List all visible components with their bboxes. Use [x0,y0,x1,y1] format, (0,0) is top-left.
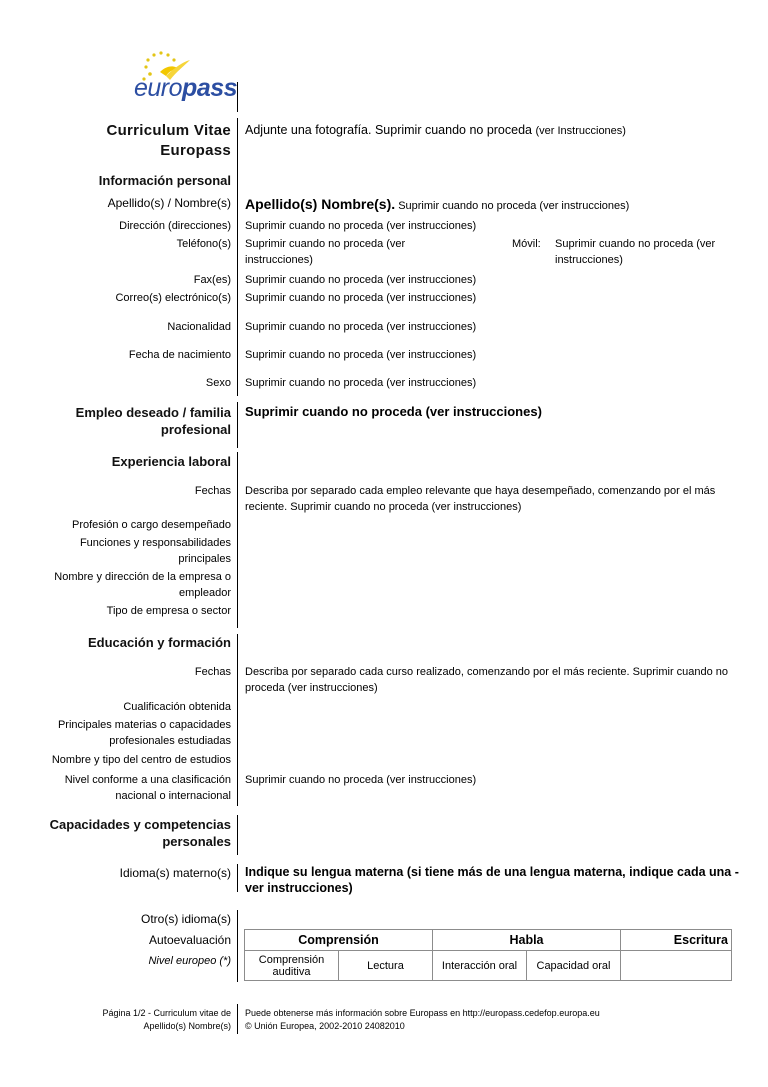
column-divider [237,910,238,982]
employer-label: Nombre y dirección de la empresa o empleador [54,571,231,599]
interaction-subheader: Interacción oral [433,951,527,981]
subjects-label: Principales materias o capacidades profesionales estudiadas [57,719,231,747]
desired-employment-value: Suprimir cuando no proceda (ver instrucciones) [245,404,542,419]
photo-note: Adjunte una fotografía. Suprimir cuando no proceda (ver Instrucciones) [245,123,626,137]
writing-subheader [621,951,732,981]
logo-euro: euro [134,74,183,102]
language-table-subheader-row [245,951,732,981]
section-education: Educación y formación [87,635,231,650]
fax-value: Suprimir cuando no proceda (ver instrucciones) [245,274,477,286]
column-divider [237,402,238,448]
birth-date-label: Fecha de nacimiento [128,349,231,361]
column-divider [237,118,238,348]
language-table [244,929,732,981]
section-desired-employment: Empleo deseado / familia profesional [75,405,231,437]
european-level-label: Nivel europeo (*) [148,955,231,967]
phone-value: Suprimir cuando no proceda (ver instrucciones) [245,238,406,266]
reading-subheader: Lectura [339,951,433,981]
column-divider [237,634,238,806]
other-languages-label: Otro(s) idioma(s) [140,912,231,926]
europass-logo [130,50,240,108]
position-label: Profesión o cargo desempeñado [72,519,231,531]
logo-pass: pass [182,74,238,102]
language-table-header-row [245,930,732,951]
email-value: Suprimir cuando no proceda (ver instrucciones) [245,292,477,304]
sex-value: Suprimir cuando no proceda (ver instrucciones) [245,377,477,389]
email-label: Correo(s) electrónico(s) [115,292,231,304]
nationality-value: Suprimir cuando no proceda (ver instrucciones) [245,321,477,333]
mobile-label: Móvil: [512,238,541,250]
self-assessment-label: Autoevaluación [148,933,231,947]
sex-label: Sexo [205,377,231,389]
column-divider [237,452,238,628]
mother-tongue-value: Indique su lengua materna (si tiene más de una lengua materna, indique cada una - ver instrucciones) [245,865,739,895]
column-divider [237,815,238,855]
column-divider [237,864,238,892]
work-dates-label: Fechas [194,485,231,497]
mother-tongue-label: Idioma(s) materno(s) [119,866,231,880]
sector-label: Tipo de empresa o sector [106,605,231,617]
name-label: Apellido(s) / Nombre(s) [107,196,231,210]
name-value: Apellido(s) Nombre(s). Suprimir cuando no proceda (ver instrucciones) [245,196,630,212]
comprehension-header: Comprensión [245,930,433,951]
listening-subheader: Comprensión auditiva [245,951,339,981]
fax-label: Fax(es) [193,274,231,286]
mobile-value: Suprimir cuando no proceda (ver instrucciones) [555,238,716,266]
address-value: Suprimir cuando no proceda (ver instrucciones) [245,220,477,232]
phone-label: Teléfono(s) [176,238,231,250]
footer-info: Puede obtenerse más información sobre Europass en http://europass.cedefop.europa.eu © Unión Europea, 2002-2010 24082010 [245,1008,600,1031]
speaking-header: Habla [433,930,621,951]
level-classification-label: Nivel conforme a una clasificación nacional o internacional [64,774,231,802]
production-subheader: Capacidad oral [527,951,621,981]
qualification-label: Cualificación obtenida [123,701,231,713]
cv-title: Curriculum Vitae Europass [106,122,231,159]
nationality-label: Nacionalidad [167,321,231,333]
duties-label: Funciones y responsabilidades principales [79,537,231,565]
work-dates-value: Describa por separado cada empleo relevante que haya desempeñado, comenzando por el más reciente. Suprimir cuando no proceda (ver instrucciones) [245,485,716,513]
organisation-label: Nombre y tipo del centro de estudios [51,754,231,766]
level-classification-value: Suprimir cuando no proceda (ver instrucciones) [245,774,477,786]
column-divider [237,1004,238,1034]
education-dates-label: Fechas [194,666,231,678]
footer-page-info: Página 1/2 - Curriculum vitae de Apellido(s) Nombre(s) [102,1008,231,1031]
logo-divider [237,82,238,112]
section-work-experience: Experiencia laboral [111,454,231,469]
section-personal-skills: Capacidades y competencias personales [49,817,231,849]
column-divider [237,344,238,396]
birth-date-value: Suprimir cuando no proceda (ver instrucciones) [245,349,477,361]
education-dates-value: Describa por separado cada curso realizado, comenzando por el más reciente. Suprimir cuando no proceda (ver instrucciones) [245,666,729,694]
address-label: Dirección (direcciones) [119,220,231,232]
writing-header: Escritura [621,930,732,951]
section-personal-info: Información personal [98,173,231,188]
